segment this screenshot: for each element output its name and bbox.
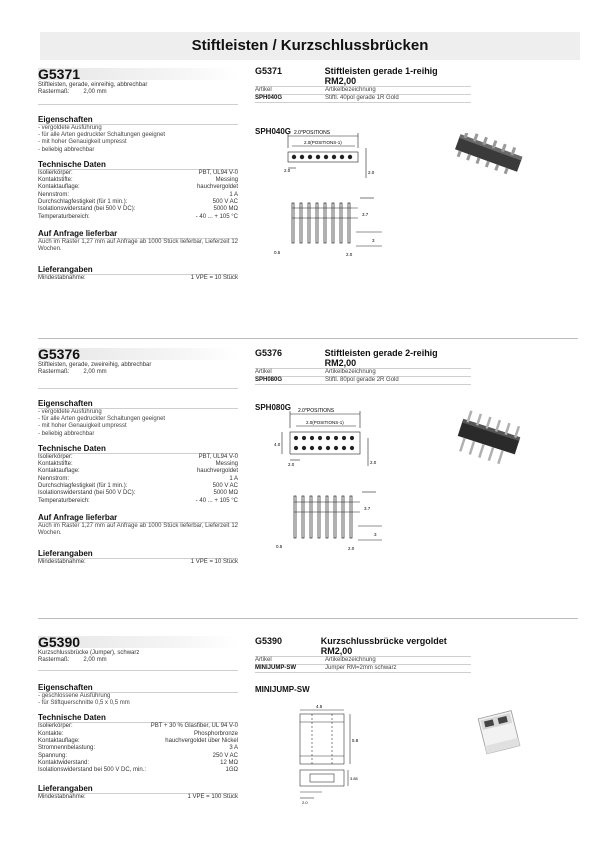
article-number: SPH040G (255, 95, 283, 101)
svg-text:2.0(POSITIONS-1): 2.0(POSITIONS-1) (304, 140, 342, 145)
lieferangaben-title: Lieferangaben (38, 265, 93, 275)
svg-text:2.0: 2.0 (302, 800, 308, 805)
product-code: G5390 (38, 634, 81, 650)
svg-text:2.0(POSITIONS-1): 2.0(POSITIONS-1) (306, 420, 344, 425)
product-title: Stiftleisten gerade 1-reihig RM2,00 (324, 66, 438, 86)
product-photo-jumper (470, 706, 530, 758)
section-divider (38, 338, 578, 339)
section-g5390-right: G5390 Kurzschlussbrücke vergoldet RM2,00 Artikel Artikelbezeichnung MINIJUMP-SW Jumper RM=2mm schwarz MINIJUMP-SW (255, 636, 471, 694)
anfrage-text: Auch im Raster 1,27 mm auf Anfrage ab 1000 Stück lieferbar, Lieferzeit 12 Wochen. (38, 522, 238, 537)
section-g5376-right: G5376 Stiftleisten gerade 2-reihig RM2,00 Artikel Artikelbezeichnung SPH080G Stiftl. 80pol gerade 2R Gold SPH080G (255, 348, 471, 412)
technical-drawing-1r (270, 128, 390, 268)
anfrage-title: Auf Anfrage lieferbar (38, 512, 118, 522)
svg-text:3: 3 (374, 532, 377, 537)
technical-drawing-2r (268, 404, 388, 554)
product-title: Kurzschlussbrücke vergoldet RM2,00 (320, 636, 447, 656)
page-title: Stiftleisten / Kurzschlussbrücken (191, 37, 429, 54)
product-desc: Kurzschlussbrücke (Jumper), schwarz (38, 650, 140, 656)
technische-daten-title: Technische Daten (38, 159, 106, 169)
svg-text:5.8: 5.8 (352, 738, 359, 743)
svg-text:3: 3 (372, 238, 375, 243)
technische-daten-title: Technische Daten (38, 713, 106, 723)
svg-text:3.7: 3.7 (362, 212, 369, 217)
svg-text:2.0: 2.0 (346, 252, 353, 257)
svg-text:2.0: 2.0 (348, 546, 355, 551)
section-g5371-right: G5371 Stiftleisten gerade 1-reihig RM2,00 Artikel Artikelbezeichnung SPH040G Stiftl. 40pol gerade 1R Gold SPH040G (255, 66, 471, 136)
tech-table: Isolierkörper: PBT, UL94 V-0 Kontaktstifte: Messing Kontaktauflage: hauchvergoldet Nennstrom: 1 A Durchschlagfestigkeit (für 1 min.): 500 V AC Isolationswiderstand (bei 500 V DC): 5000 MΩ Temperaturbereich: - 40 ... + 105 °C (38, 453, 238, 504)
product-photo-1r (448, 133, 528, 183)
eigenschaften-list: - vergoldete Ausführung - für alle Arten gedruckter Schaltungen geeignet - mit hoher Genauigkeit umpresst - beliebig abbrechbar (38, 125, 166, 153)
drawing-title: SPH040G (255, 127, 292, 136)
section-g5390-left (38, 634, 238, 802)
product-photo-2r (450, 410, 530, 470)
svg-text:0.5: 0.5 (274, 250, 281, 255)
tech-table: Isolierkörper: PBT, UL94 V-0 Kontaktstifte: Messing Kontaktauflage: hauchvergoldet Nennstrom: 1 A Durchschlagfestigkeit (für 1 min.): 500 V AC Isolationswiderstand (bei 500 V DC): 5000 MΩ Temperaturbereich: - 40 ... + 105 °C (38, 169, 238, 220)
product-code: G5376 (38, 346, 81, 362)
raster: Rastermaß: 2,00 mm (38, 657, 107, 663)
svg-text:2.0: 2.0 (368, 170, 375, 175)
svg-text:2.0*POSITIONS: 2.0*POSITIONS (298, 408, 335, 414)
svg-text:2.0: 2.0 (284, 168, 291, 173)
lieferangaben-title: Lieferangaben (38, 784, 93, 794)
svg-text:2.0*POSITIONS: 2.0*POSITIONS (294, 130, 331, 136)
svg-text:2.0: 2.0 (288, 462, 295, 467)
technical-drawing-jumper (282, 700, 392, 810)
eigenschaften-title: Eigenschaften (38, 115, 93, 124)
page-header (40, 32, 580, 60)
liefer-row: Mindestabnahme: 1 VPE = 100 Stück (38, 794, 238, 801)
eigenschaften-list: - vergoldete Ausführung - für alle Arten gedruckter Schaltungen geeignet - mit hoher Genauigkeit umpresst - beliebig abbrechbar (38, 409, 166, 437)
raster: Rastermaß: 2,00 mm (38, 89, 107, 95)
section-divider (38, 618, 578, 619)
svg-text:4.5: 4.5 (316, 704, 323, 709)
anfrage-title: Auf Anfrage lieferbar (38, 228, 118, 238)
svg-text:3.85: 3.85 (350, 776, 358, 781)
product-code: G5371 (38, 66, 81, 82)
liefer-row: Mindestabnahme: 1 VPE = 10 Stück (38, 559, 238, 566)
section-g5371-left (38, 66, 238, 283)
svg-text:2.0: 2.0 (370, 460, 377, 465)
product-title: Stiftleisten gerade 2-reihig RM2,00 (324, 348, 438, 368)
tech-table: Isolierkörper: PBT + 30 % Glasfiber, UL 94 V-0 Kontakte: Phosphorbronze Kontaktauflage: hauchvergoldet über Nickel Stromnennbelastung: 3 A Spannung: 250 V AC Kontaktwiderstand: 12 MΩ Isolationswiderstand bei 500 V DC, min.: 1GΩ (38, 723, 238, 774)
section-g5376-left (38, 346, 238, 567)
lieferangaben-title: Lieferangaben (38, 549, 93, 559)
raster: Rastermaß: 2,00 mm (38, 369, 107, 375)
eigenschaften-title: Eigenschaften (38, 683, 93, 692)
anfrage-text: Auch im Raster 1,27 mm auf Anfrage ab 1000 Stück lieferbar, Lieferzeit 12 Wochen. (38, 238, 238, 253)
article-number: MINIJUMP-SW (255, 665, 296, 671)
product-desc: Stiftleisten, gerade, einreihig, abbrechbar (38, 82, 148, 88)
drawing-title: SPH080G (255, 403, 292, 412)
eigenschaften-list: - geschlossene Ausführung - für Stiftquerschnitte 0,5 x 0,5 mm (38, 693, 130, 707)
svg-text:3.7: 3.7 (364, 506, 371, 511)
svg-text:0.5: 0.5 (276, 544, 283, 549)
technische-daten-title: Technische Daten (38, 443, 106, 453)
product-desc: Stiftleisten, gerade, zweireihig, abbrechbar (38, 362, 152, 368)
eigenschaften-title: Eigenschaften (38, 399, 93, 408)
svg-text:4.0: 4.0 (274, 442, 281, 447)
drawing-title: MINIJUMP-SW (255, 685, 310, 694)
liefer-row: Mindestabnahme: 1 VPE = 10 Stück (38, 275, 238, 282)
article-number: SPH080G (255, 377, 283, 383)
